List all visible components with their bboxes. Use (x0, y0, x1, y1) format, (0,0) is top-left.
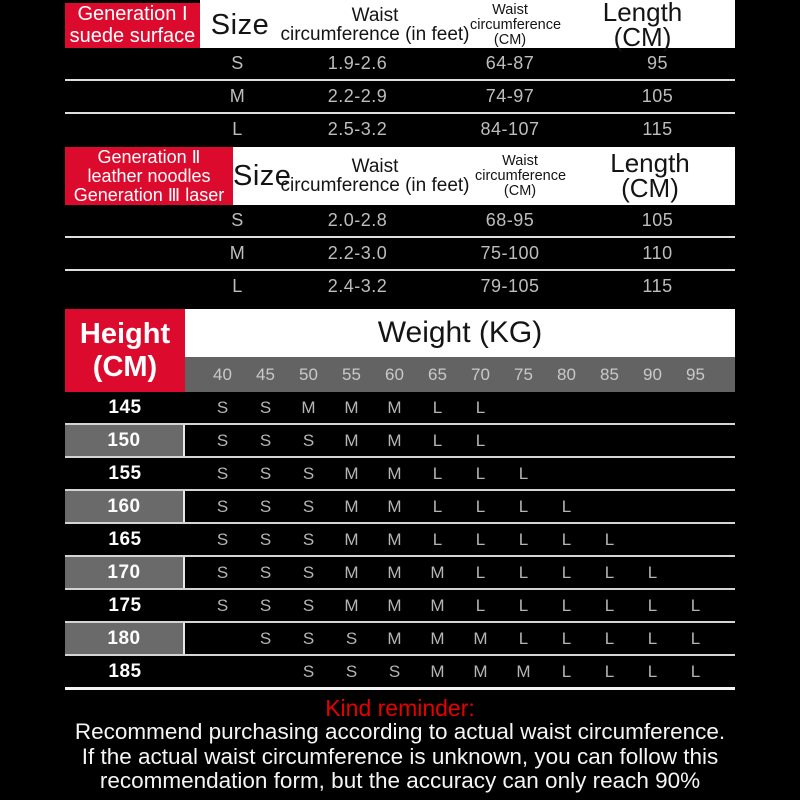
weight-tick: 95 (686, 364, 705, 384)
table-row (65, 81, 735, 114)
matrix-cell: L (518, 595, 529, 615)
table-cell: M (229, 243, 246, 263)
matrix-cell: L (475, 430, 486, 450)
table-cell: M (229, 86, 246, 106)
matrix-cells (185, 623, 735, 654)
matrix-cell: S (259, 397, 272, 417)
matrix-cell: S (216, 529, 229, 549)
table-cell: S (231, 210, 244, 230)
matrix-cell: L (604, 562, 615, 582)
generation-2-3-label-line: leather noodles (87, 165, 211, 186)
matrix-cell: S (216, 397, 229, 417)
matrix-cells (185, 590, 735, 621)
table-cell: 79-105 (480, 276, 540, 296)
matrix-cell: S (259, 496, 272, 516)
matrix-cell: M (387, 463, 402, 483)
matrix-cells (185, 458, 735, 489)
generation-1-label-line: Generation I (77, 3, 188, 25)
matrix-cell: L (561, 562, 572, 582)
matrix-cell: S (302, 628, 315, 648)
table-cell: L (232, 276, 243, 296)
generation-2-3-column-headers (233, 147, 735, 205)
generation-2-3-label (65, 147, 233, 205)
matrix-cell: S (216, 430, 229, 450)
matrix-cell: L (518, 463, 529, 483)
matrix-row (65, 456, 735, 489)
matrix-cell: M (387, 529, 402, 549)
generation-2-3-rows (65, 205, 735, 302)
matrix-cell: S (259, 529, 272, 549)
height-weight-matrix (65, 309, 735, 690)
matrix-cell: M (344, 463, 359, 483)
table-cell: 68-95 (485, 210, 535, 230)
table-cell: 115 (642, 276, 673, 296)
generation-1-header-row (65, 0, 735, 52)
matrix-cell: S (302, 430, 315, 450)
matrix-cell: L (690, 661, 701, 681)
height-label: 180 (65, 623, 185, 654)
matrix-cell: L (432, 463, 443, 483)
matrix-cell: S (216, 463, 229, 483)
matrix-cell: M (387, 628, 402, 648)
matrix-cell: L (561, 496, 572, 516)
matrix-row (65, 555, 735, 588)
generation-2-3-header-row (65, 147, 735, 205)
height-label: 165 (108, 528, 142, 550)
matrix-cell: S (259, 628, 272, 648)
matrix-cell: S (302, 463, 315, 483)
matrix-cell: S (345, 628, 358, 648)
matrix-cell: S (302, 562, 315, 582)
height-label: 160 (65, 491, 185, 522)
matrix-cell: L (475, 595, 486, 615)
matrix-cell: L (647, 628, 658, 648)
matrix-cell: L (561, 595, 572, 615)
height-label: 150 (65, 425, 185, 456)
matrix-cell: L (604, 595, 615, 615)
matrix-cell: S (302, 595, 315, 615)
table-cell: 110 (642, 243, 673, 263)
weight-tick: 60 (385, 364, 404, 384)
matrix-cell: L (690, 628, 701, 648)
matrix-cell: M (344, 529, 359, 549)
table-row (65, 114, 735, 145)
matrix-cell: S (388, 661, 401, 681)
matrix-cell: L (647, 595, 658, 615)
generation-1-column-headers (200, 0, 735, 52)
kind-reminder (0, 696, 800, 794)
table-cell: 74-97 (485, 86, 535, 106)
weight-kg-title: Weight (KG) (185, 309, 735, 357)
matrix-cell: L (604, 661, 615, 681)
table-cell: 2.0-2.8 (327, 210, 388, 230)
matrix-cell: M (387, 397, 402, 417)
matrix-row (65, 588, 735, 621)
matrix-cells (185, 392, 735, 423)
table-cell: 84-107 (480, 119, 540, 139)
matrix-cell: M (516, 661, 531, 681)
weight-tick: 85 (600, 364, 619, 384)
matrix-cell: S (302, 496, 315, 516)
waist-cm-column-header: Waist circumference (CM) (470, 1, 562, 48)
matrix-cell: L (518, 529, 529, 549)
waist-feet-column-header: Waist circumference (in feet) (280, 155, 470, 196)
matrix-cell: L (518, 562, 529, 582)
generation-2-3-label-line: Generation Ⅱ (97, 146, 201, 167)
waist-feet-column-header: Waist circumference (in feet) (280, 4, 470, 45)
matrix-cell: S (259, 595, 272, 615)
matrix-cell: M (387, 496, 402, 516)
matrix-cell: M (430, 595, 445, 615)
matrix-cells (185, 425, 735, 456)
generation-1-label (65, 3, 200, 48)
matrix-row (65, 392, 735, 423)
table-cell: L (232, 119, 243, 139)
matrix-cell: S (302, 529, 315, 549)
matrix-cell: S (345, 661, 358, 681)
table-cell: 64-87 (485, 53, 535, 73)
matrix-row (65, 621, 735, 654)
generation-2-3-table (65, 147, 735, 302)
matrix-cell: S (259, 463, 272, 483)
table-cell: 75-100 (480, 243, 540, 263)
matrix-cell: M (344, 595, 359, 615)
matrix-cell: M (430, 628, 445, 648)
table-cell: 1.9-2.6 (327, 53, 388, 73)
weight-tick: 90 (643, 364, 662, 384)
matrix-cell: S (259, 562, 272, 582)
matrix-cell: M (387, 595, 402, 615)
matrix-cell: M (473, 661, 488, 681)
matrix-cell: S (302, 661, 315, 681)
length-column-header: Length (CM) (610, 148, 690, 203)
reminder-line: recommendation form, but the accuracy can only reach 90% (99, 768, 701, 793)
weight-tick: 80 (557, 364, 576, 384)
reminder-title: Kind reminder: (325, 695, 475, 721)
matrix-row (65, 654, 735, 687)
generation-1-rows (65, 48, 735, 145)
matrix-cell: M (387, 430, 402, 450)
weight-tick: 40 (213, 364, 232, 384)
matrix-cell: L (604, 529, 615, 549)
matrix-cell: L (561, 529, 572, 549)
table-cell: 2.4-3.2 (327, 276, 388, 296)
matrix-cell: M (344, 430, 359, 450)
matrix-cell: M (387, 562, 402, 582)
matrix-cell: L (561, 661, 572, 681)
matrix-cells (185, 491, 735, 522)
height-label: 175 (108, 594, 142, 616)
table-cell: 115 (642, 119, 673, 139)
table-cell: 2.5-3.2 (327, 119, 388, 139)
height-label: 155 (108, 462, 142, 484)
height-label: 145 (108, 396, 142, 418)
matrix-cell: L (432, 397, 443, 417)
matrix-cell: M (430, 562, 445, 582)
matrix-cell: L (518, 628, 529, 648)
reminder-line: If the actual waist circumference is unknown, you can follow this (81, 743, 719, 769)
weight-tick: 55 (342, 364, 361, 384)
weight-tick: 70 (471, 364, 490, 384)
waist-cm-column-header: Waist circumference (CM) (475, 152, 567, 199)
weight-header-area (185, 309, 735, 392)
weight-tick: 45 (256, 364, 275, 384)
matrix-cell: S (216, 496, 229, 516)
table-cell: S (231, 53, 244, 73)
matrix-cell: L (647, 661, 658, 681)
matrix-cell: L (604, 628, 615, 648)
height-label: 170 (65, 557, 185, 588)
generation-2-3-label-line: Generation Ⅲ laser (73, 184, 225, 205)
matrix-cell: L (647, 562, 658, 582)
matrix-cell: L (475, 562, 486, 582)
matrix-cell: L (432, 430, 443, 450)
matrix-row (65, 522, 735, 555)
table-row (65, 238, 735, 271)
table-cell: 95 (646, 53, 669, 73)
matrix-cell: L (518, 496, 529, 516)
table-row (65, 48, 735, 81)
weight-tick: 65 (428, 364, 447, 384)
matrix-cell: L (432, 496, 443, 516)
weight-tick: 75 (514, 364, 533, 384)
matrix-cell: L (561, 628, 572, 648)
matrix-cell: S (216, 562, 229, 582)
size-column-header: Size (210, 8, 270, 41)
matrix-cell: M (344, 562, 359, 582)
size-column-header: Size (233, 159, 292, 192)
matrix-cell: L (475, 397, 486, 417)
table-cell: 105 (641, 86, 674, 106)
matrix-cell: M (430, 661, 445, 681)
matrix-header (65, 309, 735, 392)
matrix-cell: L (690, 595, 701, 615)
length-column-header: Length (CM) (602, 0, 683, 52)
matrix-row (65, 423, 735, 456)
generation-1-label-line: suede surface (69, 24, 196, 47)
matrix-cells (185, 557, 735, 588)
matrix-cell: M (344, 496, 359, 516)
height-label: 185 (108, 660, 142, 682)
matrix-cells (185, 656, 735, 687)
matrix-rows (65, 392, 735, 687)
table-cell: 2.2-3.0 (327, 243, 388, 263)
reminder-line: Recommend purchasing according to actual waist circumference. (74, 719, 726, 744)
weight-tick: 50 (299, 364, 318, 384)
matrix-cell: L (432, 529, 443, 549)
matrix-cell: L (475, 496, 486, 516)
matrix-cell: S (216, 595, 229, 615)
matrix-cell: M (344, 397, 359, 417)
table-row (65, 205, 735, 238)
matrix-row (65, 489, 735, 522)
matrix-cell: L (475, 463, 486, 483)
matrix-cell: L (475, 529, 486, 549)
matrix-cell: M (301, 397, 316, 417)
table-row (65, 271, 735, 302)
matrix-cell: M (473, 628, 488, 648)
table-cell: 2.2-2.9 (327, 86, 388, 106)
matrix-cell: S (259, 430, 272, 450)
generation-1-table (65, 0, 735, 145)
weight-tick-row (185, 357, 735, 392)
table-cell: 105 (641, 210, 674, 230)
height-cm-corner-label: Height (CM) (65, 309, 185, 392)
matrix-cells (185, 524, 735, 555)
